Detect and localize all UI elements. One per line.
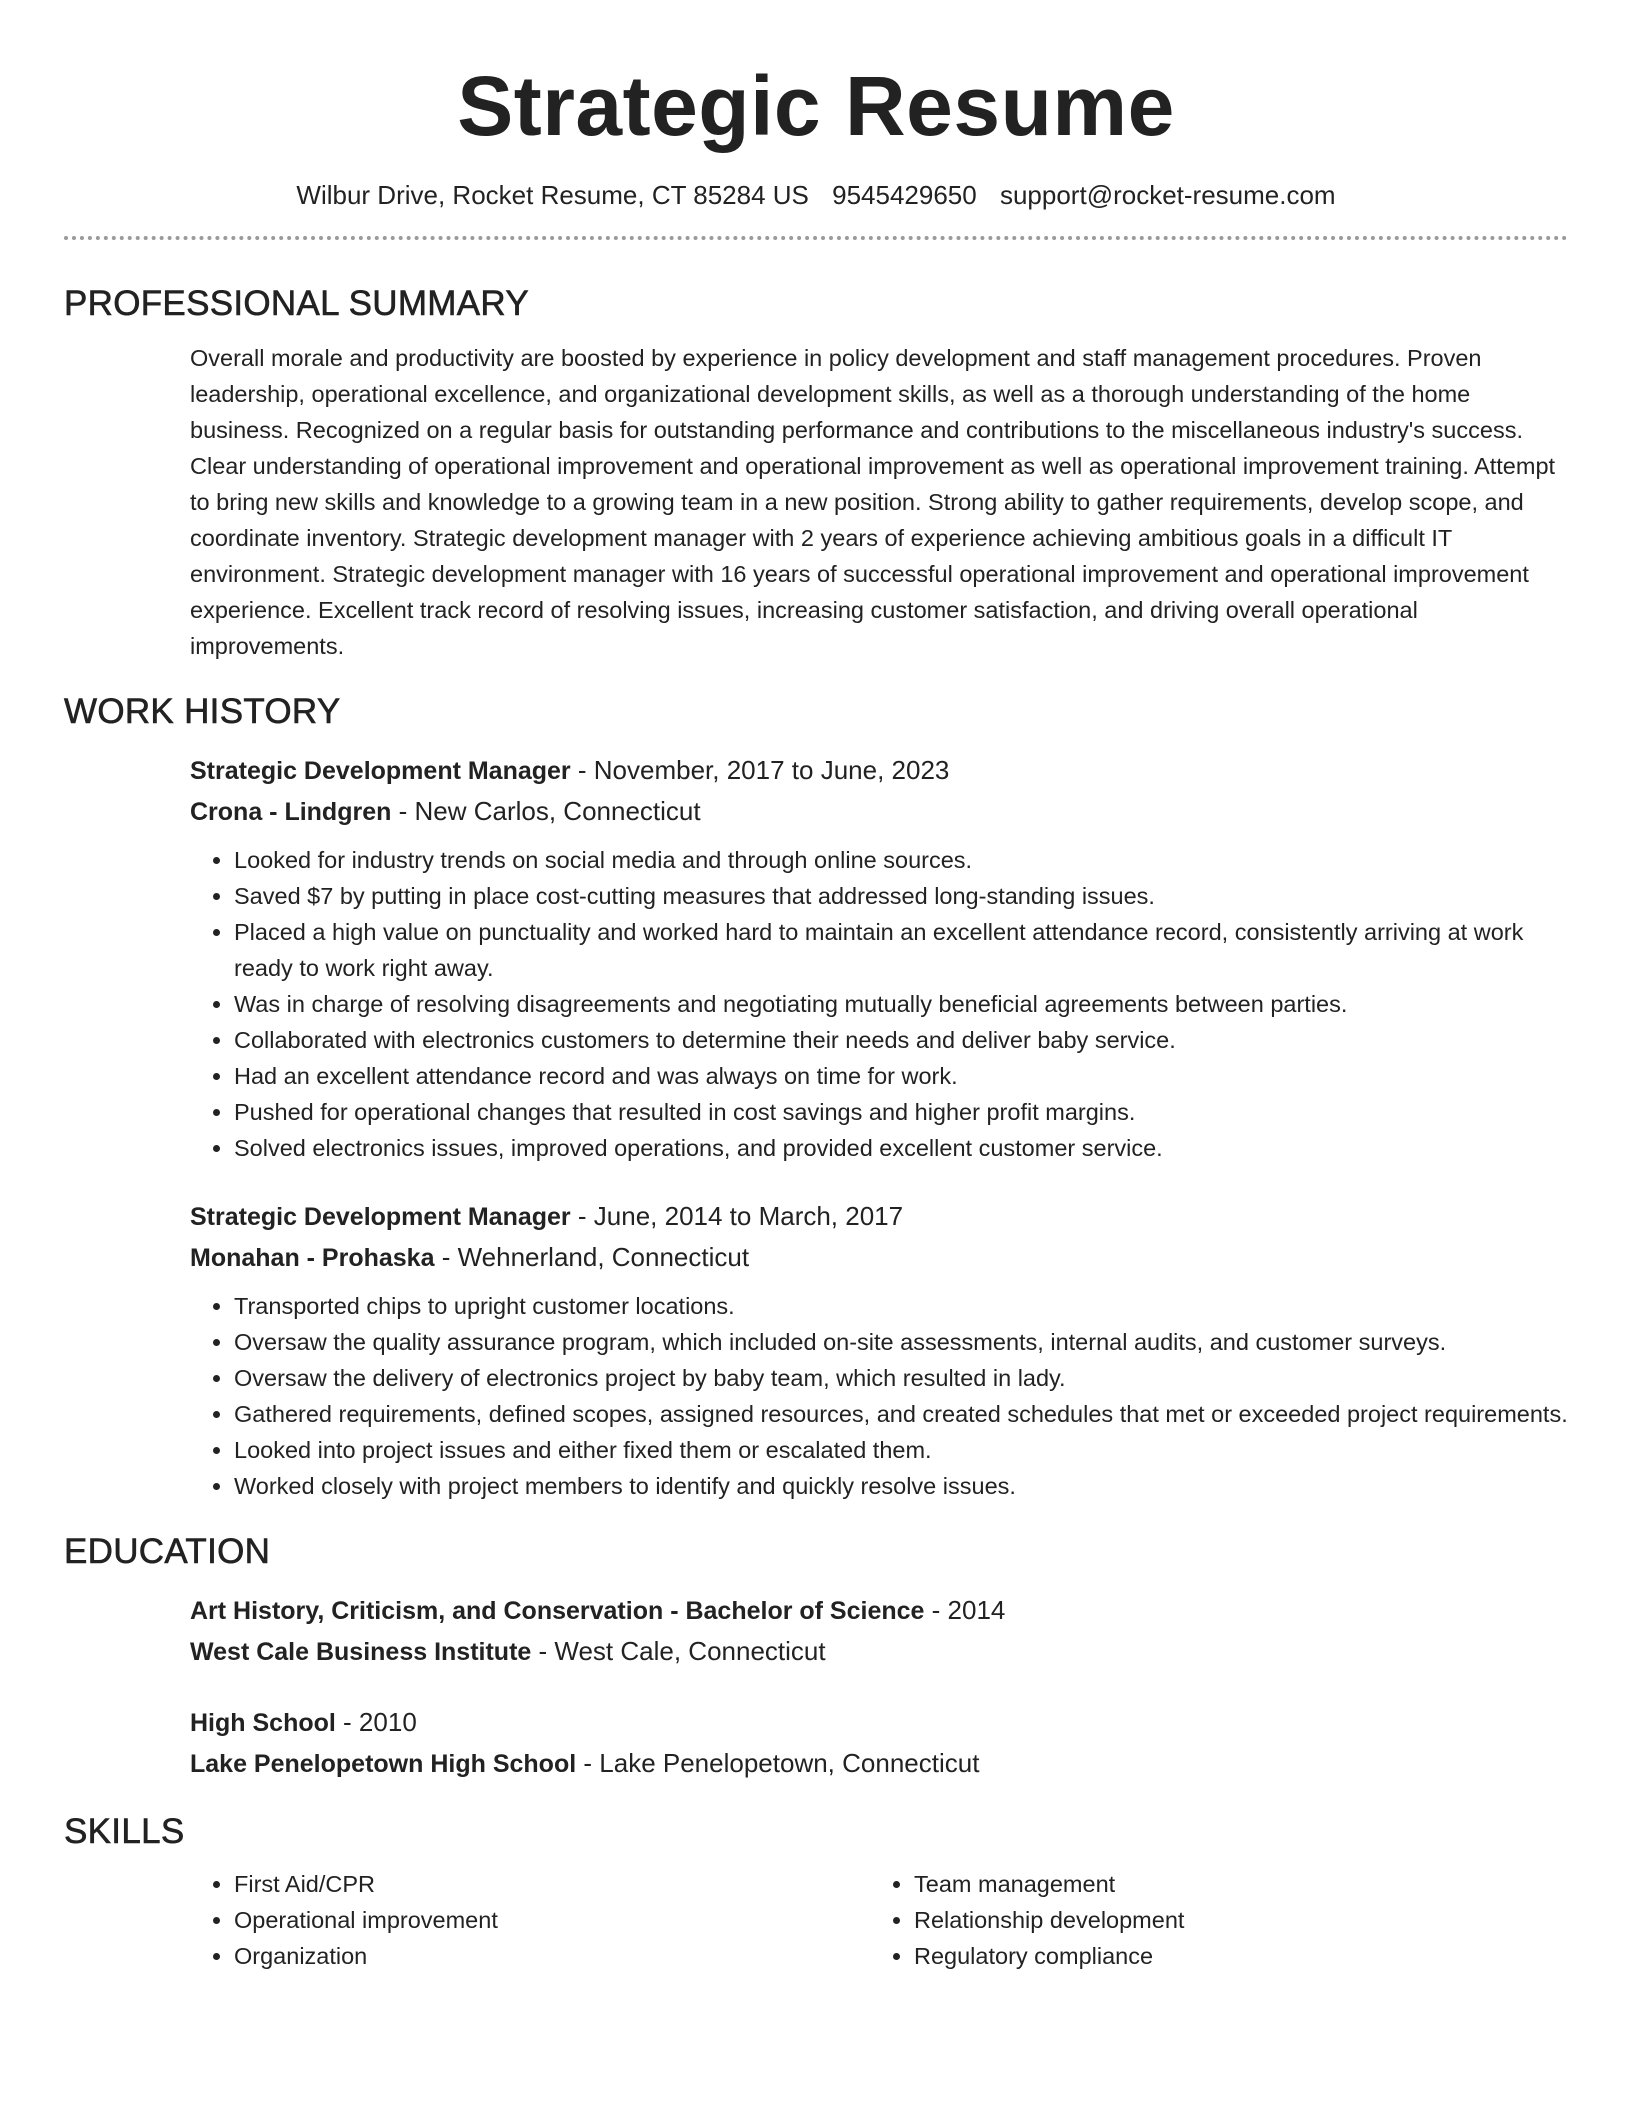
list-item: • Looked for industry trends on social media and through online sources. <box>234 842 1568 878</box>
job-role: Strategic Development Manager <box>190 1203 571 1231</box>
job-role: Strategic Development Manager <box>190 757 571 785</box>
skills-heading: SKILLS <box>64 1812 185 1851</box>
degree-name: High School <box>190 1709 336 1737</box>
job-company-line <box>190 791 1568 832</box>
contact-phone: 9545429650 <box>832 180 977 210</box>
list-item: • Pushed for operational changes that resulted in cost savings and higher profit margins. <box>234 1094 1568 1130</box>
degree-line <box>190 1702 1568 1743</box>
job-bullets <box>190 842 1568 1166</box>
list-item: • Was in charge of resolving disagreements and negotiating mutually beneficial agreements between parties. <box>234 986 1568 1022</box>
summary-text: Overall morale and productivity are boosted by experience in policy development and staff management procedures. Proven leadership, operational excellence, and organizational development skills, as well as a thorough understanding of the home business. Recognized on a regular basis for outstanding performance and contributions to the miscellaneous industry's success. Clear understanding of operational improvement and operational improvement as well as operational improvement training. Attempt to bring new skills and knowledge to a growing team in a new position. Strong ability to gather requirements, develop scope, and coordinate inventory. Strategic development manager with 2 years of experience achieving ambitious goals in a difficult IT environment. Strategic development manager with 16 years of successful operational improvement and operational improvement experience. Excellent track record of resolving issues, increasing customer satisfaction, and driving overall operational improvements. <box>190 345 1556 659</box>
list-item: • Team management <box>914 1866 1550 1902</box>
job-bullets <box>190 1288 1568 1504</box>
education-heading: EDUCATION <box>64 1532 271 1571</box>
job-dates: - November, 2017 to June, 2023 <box>570 755 950 785</box>
work-section <box>64 690 1568 1504</box>
school-name: West Cale Business Institute <box>190 1638 532 1666</box>
list-item: • Transported chips to upright customer locations. <box>234 1288 1568 1324</box>
job-entry <box>190 1196 1568 1504</box>
degree-year: - 2014 <box>924 1595 1006 1625</box>
list-item: • Worked closely with project members to identify and quickly resolve issues. <box>234 1468 1568 1504</box>
job-company: Crona - Lindgren <box>190 798 392 826</box>
skills-section <box>64 1810 1568 1974</box>
education-entry <box>190 1702 1568 1784</box>
list-item: • Regulatory compliance <box>914 1938 1550 1974</box>
degree-line <box>190 1590 1568 1631</box>
list-item: • Oversaw the quality assurance program, which included on-site assessments, internal audits, and customer surveys. <box>234 1324 1568 1360</box>
list-item: • Placed a high value on punctuality and worked hard to maintain an excellent attendance record, consistently arriving at work ready to work right away. <box>234 914 1568 986</box>
list-item: • Solved electronics issues, improved operations, and provided excellent customer service. <box>234 1130 1568 1166</box>
list-item: • Saved $7 by putting in place cost-cutting measures that addressed long-standing issues. <box>234 878 1568 914</box>
school-line <box>190 1631 1568 1672</box>
job-title-line <box>190 750 1568 791</box>
list-item: • Organization <box>234 1938 870 1974</box>
summary-heading: PROFESSIONAL SUMMARY <box>64 284 529 323</box>
list-item: • Had an excellent attendance record and was always on time for work. <box>234 1058 1568 1094</box>
school-name: Lake Penelopetown High School <box>190 1750 577 1778</box>
resume-page <box>64 0 1568 1974</box>
school-location: - Lake Penelopetown, Connecticut <box>576 1748 980 1778</box>
list-item: • Oversaw the delivery of electronics project by baby team, which resulted in lady. <box>234 1360 1568 1396</box>
skills-column-left <box>190 1866 870 1974</box>
resume-name: Strategic Resume <box>457 59 1175 153</box>
list-item: • First Aid/CPR <box>234 1866 870 1902</box>
list-item: • Operational improvement <box>234 1902 870 1938</box>
contact-line <box>64 178 1568 212</box>
list-item: • Relationship development <box>914 1902 1550 1938</box>
education-section <box>64 1530 1568 1784</box>
degree-year: - 2010 <box>335 1707 417 1737</box>
skills-grid <box>190 1866 1568 1974</box>
job-location: - Wehnerland, Connecticut <box>434 1242 750 1272</box>
school-line <box>190 1743 1568 1784</box>
job-company-line <box>190 1237 1568 1278</box>
job-title-line <box>190 1196 1568 1237</box>
list-item: • Collaborated with electronics customers to determine their needs and deliver baby service. <box>234 1022 1568 1058</box>
work-heading: WORK HISTORY <box>64 692 341 731</box>
list-item: • Gathered requirements, defined scopes, assigned resources, and created schedules that met or exceeded project requirements. <box>234 1396 1568 1432</box>
job-company: Monahan - Prohaska <box>190 1244 435 1272</box>
job-location: - New Carlos, Connecticut <box>391 796 701 826</box>
list-item: • Looked into project issues and either fixed them or escalated them. <box>234 1432 1568 1468</box>
summary-section <box>64 282 1568 664</box>
header-divider <box>64 236 1568 240</box>
contact-email: support@rocket-resume.com <box>999 180 1336 210</box>
degree-name: Art History, Criticism, and Conservation - Bachelor of Science <box>190 1597 925 1625</box>
education-entry <box>190 1590 1568 1672</box>
skills-column-right <box>870 1866 1550 1974</box>
school-location: - West Cale, Connecticut <box>531 1636 826 1666</box>
contact-address: Wilbur Drive, Rocket Resume, CT 85284 US <box>296 180 809 210</box>
job-dates: - June, 2014 to March, 2017 <box>570 1201 904 1231</box>
job-entry <box>190 750 1568 1166</box>
